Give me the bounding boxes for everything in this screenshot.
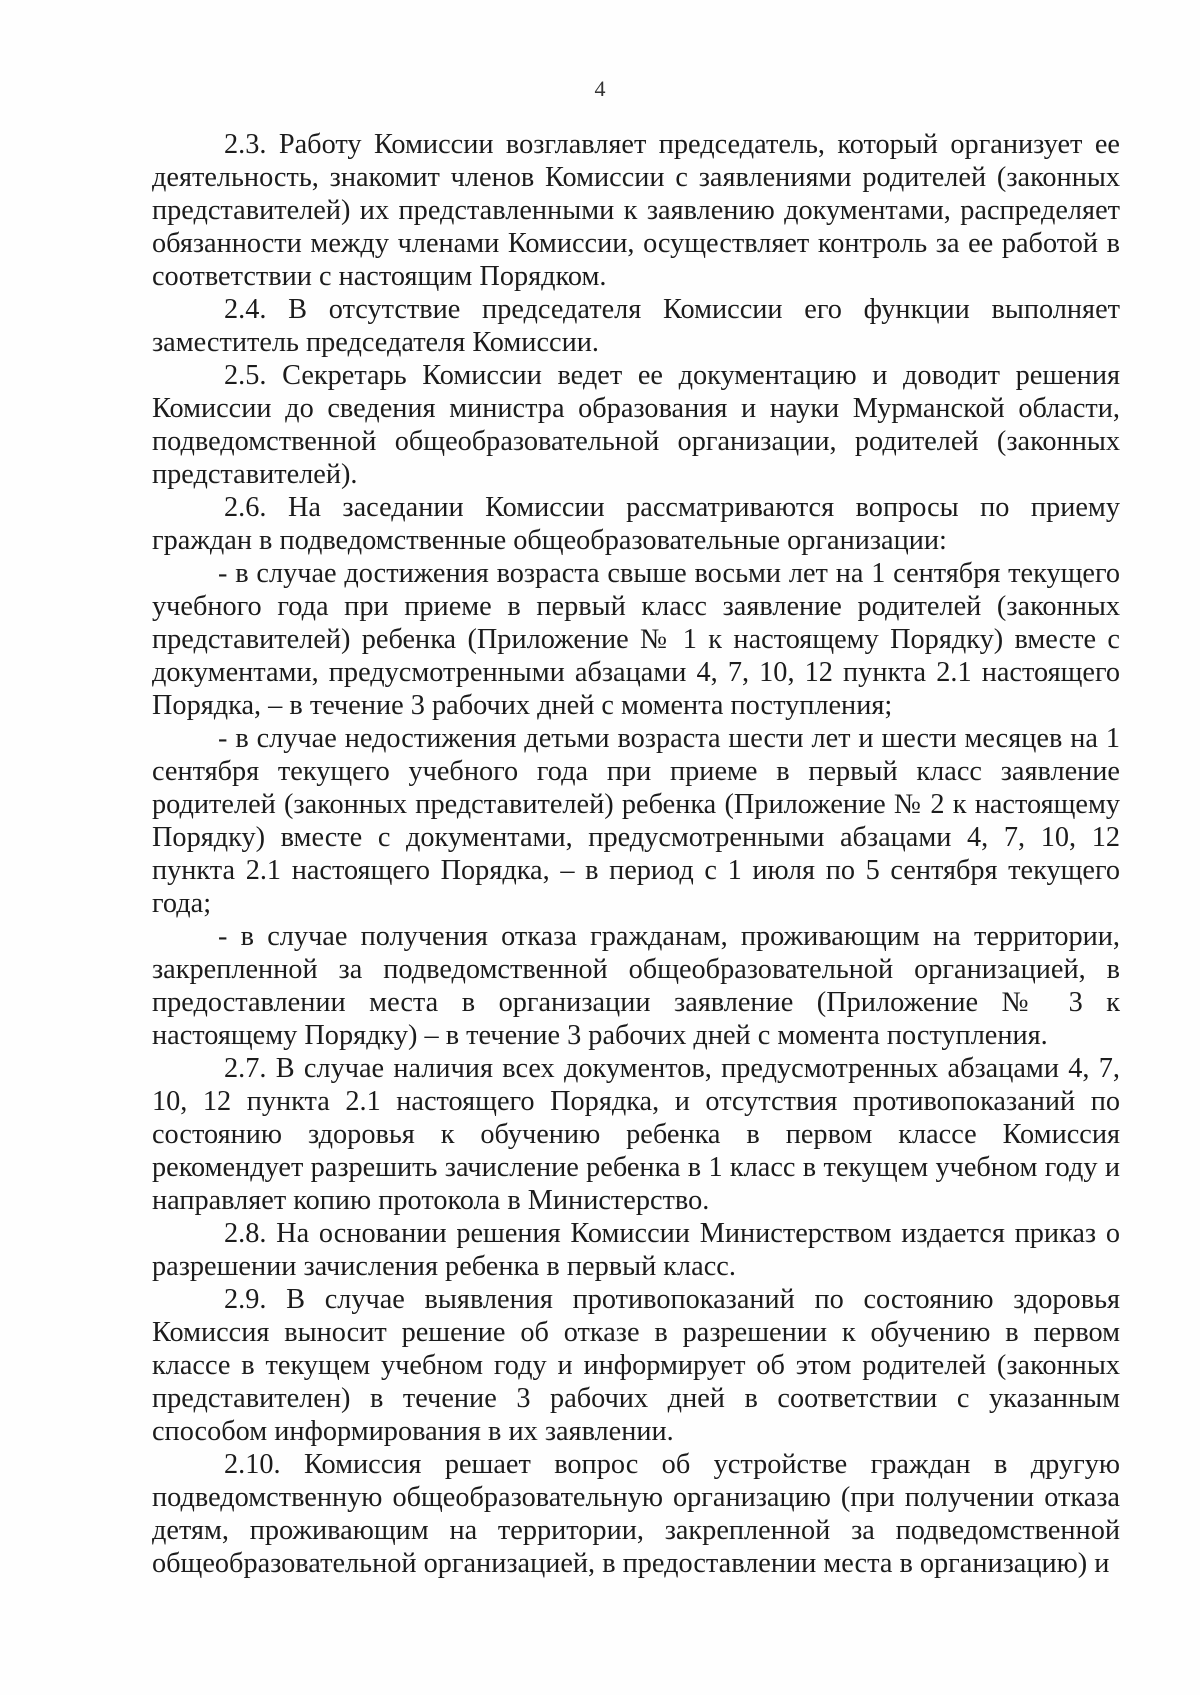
paragraph-2-7: 2.7. В случае наличия всех документов, предусмотренных абзацами 4, 7, 10, 12 пункта 2.1 настоящего Порядка, и отсутствия противопоказаний по состоянию здоровья к обучению ребенка в первом классе Комиссия рекомендует разрешить зачисление ребенка в 1 класс в текущем учебном году и направляет копию протокола в Министерство. [152, 1053, 1120, 1216]
page-number: 4 [594, 76, 606, 101]
list-item-over-eight-years: - в случае достижения возраста свыше восьми лет на 1 сентября текущего учебного года при приеме в первый класс заявление родителей (законных представителей) ребенка (Приложение № 1 к настоящему Порядку) вместе с документами, предусмотренными абзацами 4, 7, 10, 12 пункта 2.1 настоящего Порядка, – в течение 3 рабочих дней с момента поступления; [152, 558, 1120, 721]
list-item-refusal-of-place: - в случае получения отказа гражданам, проживающим на территории, закрепленной за подведомственной общеобразовательной организацией, в предоставлении места в организации заявление (Приложение № 3 к настоящему Порядку) – в течение 3 рабочих дней с момента поступления. [152, 921, 1120, 1051]
document-body [152, 128, 1120, 1580]
paragraph-2-6: 2.6. На заседании Комиссии рассматриваются вопросы по приему граждан в подведомственные общеобразовательные организации: [152, 492, 1120, 556]
paragraph-2-4: 2.4. В отсутствие председателя Комиссии его функции выполняет заместитель председателя Комиссии. [152, 294, 1120, 358]
paragraph-2-5: 2.5. Секретарь Комиссии ведет ее документацию и доводит решения Комиссии до сведения министра образования и науки Мурманской области, подведомственной общеобразовательной организации, родителей (законных представителей). [152, 360, 1120, 490]
paragraph-2-8: 2.8. На основании решения Комиссии Министерством издается приказ о разрешении зачисления ребенка в первый класс. [152, 1218, 1120, 1282]
paragraph-2-10: 2.10. Комиссия решает вопрос об устройстве граждан в другую подведомственную общеобразовательную организацию (при получении отказа детям, проживающим на территории, закрепленной за подведомственной общеобразовательной организацией, в предоставлении места в организацию) и [152, 1449, 1120, 1579]
paragraph-2-3: 2.3. Работу Комиссии возглавляет председатель, который организует ее деятельность, знакомит членов Комиссии с заявлениями родителей (законных представителей) их представленными к заявлению документами, распределяет обязанности между членами Комиссии, осуществляет контроль за ее работой в соответствии с настоящим Порядком. [152, 129, 1120, 292]
list-item-under-six-and-half-years: - в случае недостижения детьми возраста шести лет и шести месяцев на 1 сентября текущего учебного года при приеме в первый класс заявление родителей (законных представителей) ребенка (Приложение № 2 к настоящему Порядку) вместе с документами, предусмотренными абзацами 4, 7, 10, 12 пункта 2.1 настоящего Порядка, – в период с 1 июля по 5 сентября текущего года; [152, 723, 1120, 919]
paragraph-2-9: 2.9. В случае выявления противопоказаний по состоянию здоровья Комиссия выносит решение об отказе в разрешении к обучению в первом классе в текущем учебном году и информирует об этом родителей (законных представителен) в течение 3 рабочих дней в соответствии с указанным способом информирования в их заявлении. [152, 1284, 1120, 1447]
